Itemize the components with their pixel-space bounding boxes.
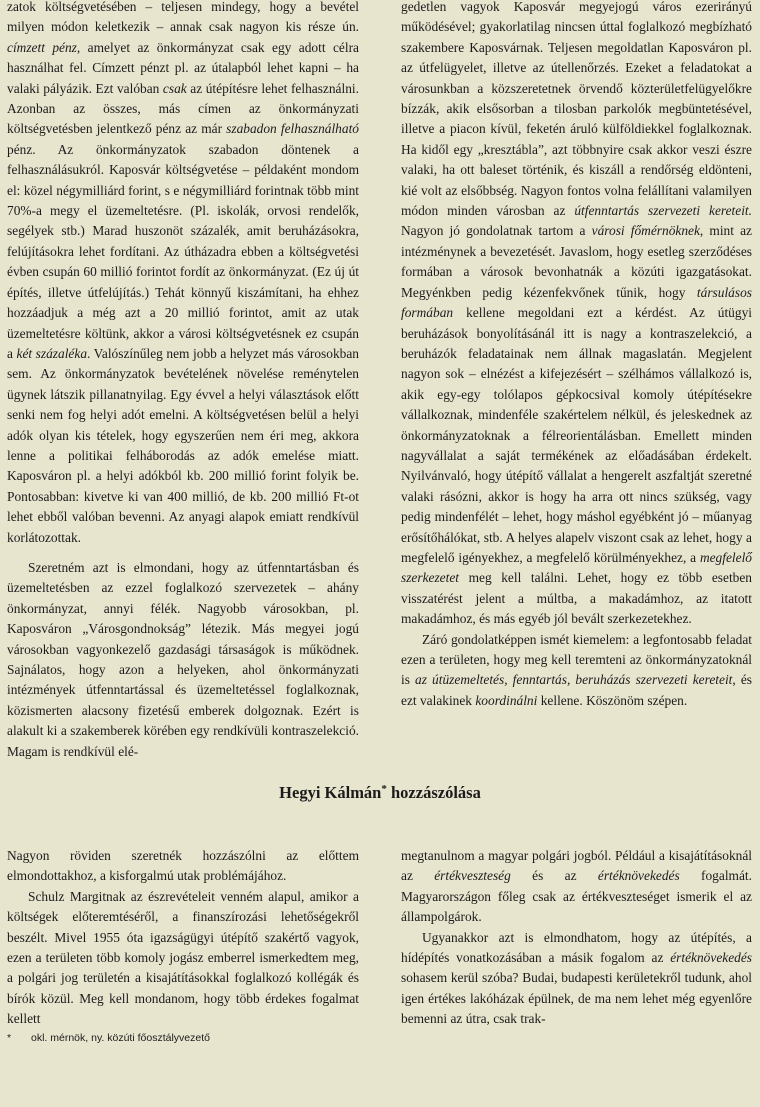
emphasis-text: címzett pénz bbox=[7, 39, 77, 55]
text-run: és az bbox=[510, 868, 598, 884]
emphasis-text: megfelelő szerkezetet bbox=[401, 549, 752, 586]
text-run: Nagyon röviden szeretnék hozzászólni az előttem elmondottakhoz, a kisforgalmú utak problémájához. bbox=[7, 848, 359, 884]
emphasis-text: városi főmérnöknek bbox=[591, 223, 700, 239]
emphasis-text: értéknövekedés bbox=[670, 950, 752, 966]
text-run: sohasem kerül szóba? Budai, budapesti kerületekről tudunk, ahol igen értékes lakóházak épülnek, de ma nem lehet még egyenlőre bemenni az útra, csak trak- bbox=[401, 970, 752, 1027]
emphasis-text: két százaléka bbox=[16, 345, 88, 361]
section-title-name: Hegyi Kálmán bbox=[279, 783, 382, 802]
footnote-marker: * bbox=[381, 783, 387, 795]
emphasis-text: értékveszteség bbox=[434, 868, 511, 884]
text-run: fogalmát. Magyarországon főleg csak az értékveszteséget ismerik el az állampolgárok. bbox=[401, 868, 752, 925]
footnote-mark: * bbox=[7, 1032, 12, 1044]
text-run: megtanulnom a magyar polgári jogból. Például a kisajátításoknál az bbox=[401, 848, 752, 884]
paragraph bbox=[401, 846, 752, 928]
emphasis-text: csak bbox=[162, 80, 187, 96]
right-column-bottom bbox=[401, 846, 752, 1030]
section-title bbox=[0, 783, 760, 803]
paragraph bbox=[401, 630, 752, 712]
text-run: , mint az intézménynek a bevezetését. Javaslom, hogy esetleg szerződéses formában a városok bevonhatnák a közúti igazgatásokat. Megyénkben pedig kézenfekvőnek tűnik, hogy bbox=[401, 223, 752, 300]
text-run: , és ezt valakinek bbox=[401, 672, 752, 708]
emphasis-text: az útüzemeltetés, fenntartás, beruházás szervezeti kereteit bbox=[415, 672, 733, 688]
footnote-text: okl. mérnök, ny. közúti főosztályvezető bbox=[31, 1032, 210, 1044]
paragraph bbox=[401, 928, 752, 1030]
text-run: kellene. Köszönöm szépen. bbox=[537, 692, 688, 708]
text-run: pénz. Az önkormányzatok szabadon döntenek a felhasználásukról. Kaposvár költségvetése – példaként mondom el: közel négymilliárd forint, s e négymilliárd forintnak több mint 70%-a megy el üzemeltetésre. (Pl. iskolák, orvosi rendelők, segélyek stb.) Marad huszonöt százalék, amit beruházásokra, felújításokra lehet fordítani. Az útházadra ebben a költségvetési évben csupán 60 millió forintot fordít az önkormányzat. (Ez új út építés, illetve útfelújítás.) Tehát könnyű kiszámítani, ha ehhez hozzáadjuk a még azt a 20 millió forintot, amit az utak üzemeltetésre költünk, akkor a városi költségvetésnek ez csupán a bbox=[7, 141, 359, 361]
text-run: , amelyet az önkormányzat csak egy adott célra használhat fel. Címzett pénzt pl. az útalapból lehet kapni – ha valaki pályázik. Ezt valóban bbox=[7, 39, 359, 96]
text-run: Záró gondolatképpen ismét kiemelem: a legfontosabb feladat ezen a területen, hogy meg kell teremteni az önkormányzatoknál is bbox=[401, 631, 752, 688]
emphasis-text: társulásos formában bbox=[401, 284, 752, 321]
text-run: . Valószínűleg nem jobb a helyzet más városokban sem. Az önkormányzatok bevételének növelése reménytelen ügynek látszik pillanatnyilag. Egy évvel a helyi választások előtt senki nem fog helyi adót emelni. A költségvetésen belül a helyi adók olyan kis tételek, hogy egyszerűen nem éri meg, akkora lenne a politikai felháborodás az adók emelése miatt. Kaposváron pl. a helyi adókból kb. 200 millió forint folyik be. Pontosabban: kivetve ki van 400 millió, de kb. 200 millió Ft-ot lehet ebből valóban bevenni. Az anyagi alapok emiatt rendkívül korlátozottak. bbox=[7, 345, 359, 545]
text-run: Schulz Margitnak az észrevételeit venném alapul, amikor a költségek előteremtéséről, a finanszírozási lehetőségekről beszélt. Mivel 1955 óta igazságügyi útépítő szakértő vagyok, ezen a területen több komoly jogász emberrel ismerkedtem meg, a polgári jog területén a kisajátításokkal foglalkozó kollégák és bírók közül. Meg kell mondanom, hogy több érdekes fogalmat kellett bbox=[7, 888, 359, 1027]
text-run: Szeretném azt is elmondani, hogy az útfenntartásban és üzemeltetésben az ezzel foglalkozó szervezetek – ahány önkormányzat, annyi félék. Nagyobb városokban, pl. Kaposváron „Városgondnokság” létezik. Más megyei jogú városokban vagyonkezelő gazdasági társaságok is működnek. Sajnálatos, hogy azon a helyeken, ahol önkormányzati intézmények útfenntartással és üzemeltetéssel foglalkoznak, közismerten alacsony fizetésű emberek dolgoznak. Ezért is alakult ki a szakemberek körében egy rendkívüli kontraszelekció. Magam is rendkívül elé- bbox=[7, 559, 359, 759]
text-run: Ugyanakkor azt is elmondhatom, hogy az útépítés, a hídépítés vonatkozásában a másik fogalom az bbox=[401, 929, 752, 966]
text-run: kellene megoldani ezt a kérdést. Az útügyi beruházások bonyolításánál itt is nagy a kontraszelekció, a beruházók feladatainak nem állnak magaslatán. Megjelent nagyon sok – elnézést a kifejezésért – szélhámos vállalkozó is, akik egy-egy tolólapos gépkocsival komoly útépítésekre vállalkoznak, mindenféle szakértelem nélkül, és jeleskednek az önkormányzatoknak a félreorientálásban. Emellett minden nagyvállalat a saját termékének az előadásában érdekelt. Nyilvánvaló, hogy útépítő vállalat a hengerelt aszfaltját szeretné valaki rásózni, akkor is hogy ha arra ott nincs szükség, vagy pedig mindenfélét – lehet, hogy máshol egyébként jó – műanyag erősítőhálókat, stb. A helyes alapelv viszont csak az lehet, hogy a megfelelő igényekhez, a megfelelő körülményekhez, a bbox=[401, 305, 752, 565]
emphasis-text: útfenntartás szervezeti kereteit. bbox=[574, 203, 752, 219]
right-column-top bbox=[401, 0, 752, 711]
left-column-top bbox=[7, 0, 359, 762]
left-column-bottom bbox=[7, 846, 359, 1030]
paragraph bbox=[401, 0, 752, 630]
paragraph bbox=[7, 0, 359, 548]
paragraph bbox=[7, 887, 359, 1030]
text-run: gedetlen vagyok Kaposvár megyejogú város ezerirányú működésével; gyakorlatilag nincsen úttal foglalkozó megbízható szakembere Kaposvárnak. Teljesen megoldatlan Kaposváron pl. az útfelügyelet, illetve az útellenőrzés. Ezeket a feladatokat a városunkban a közszeretetnek örvendő közterületfelügyelőkre bízzák, akik elsősorban a tilosban parkolók megbüntetésével, illetve a piacon kívül, feketén áruló külföldiekkel foglalkoznak. Ha kidől egy „kresztábla”, azt többnyire csak akkor veszi észre valaki, ha ott baleset történik, és kiszáll a rendőrség eldönteni, kié volt az elsőbbség. Nagyon fontos volna felállítani valamilyen módon minden városban az bbox=[401, 0, 752, 219]
text-run: Nagyon jó gondolatnak tartom a bbox=[401, 223, 592, 239]
section-title-rest: hozzászólása bbox=[386, 783, 481, 802]
emphasis-text: értéknövekedés bbox=[597, 868, 680, 884]
emphasis-text: szabadon felhasználható bbox=[226, 121, 359, 137]
footnote bbox=[7, 1032, 210, 1044]
text-run: zatok költségvetésében – teljesen mindegy, hogy a bevétel milyen módon keletkezik – annak csak nagyon kis része ún. bbox=[7, 0, 359, 35]
paragraph bbox=[7, 846, 359, 887]
emphasis-text: koordinálni bbox=[475, 692, 538, 708]
text-run: meg kell találni. Lehet, hogy ez több esetben visszatérést jelent a múltba, a makadámhoz, az itatott makadámhoz, és más egyéb jól bevált szerkezetekhez. bbox=[401, 570, 752, 627]
text-run: az útépítésre lehet felhasználni. Azonban az összes, más címen az önkormányzati költségvetésben jelentkező pénz az már bbox=[7, 80, 359, 137]
paragraph bbox=[7, 558, 359, 762]
